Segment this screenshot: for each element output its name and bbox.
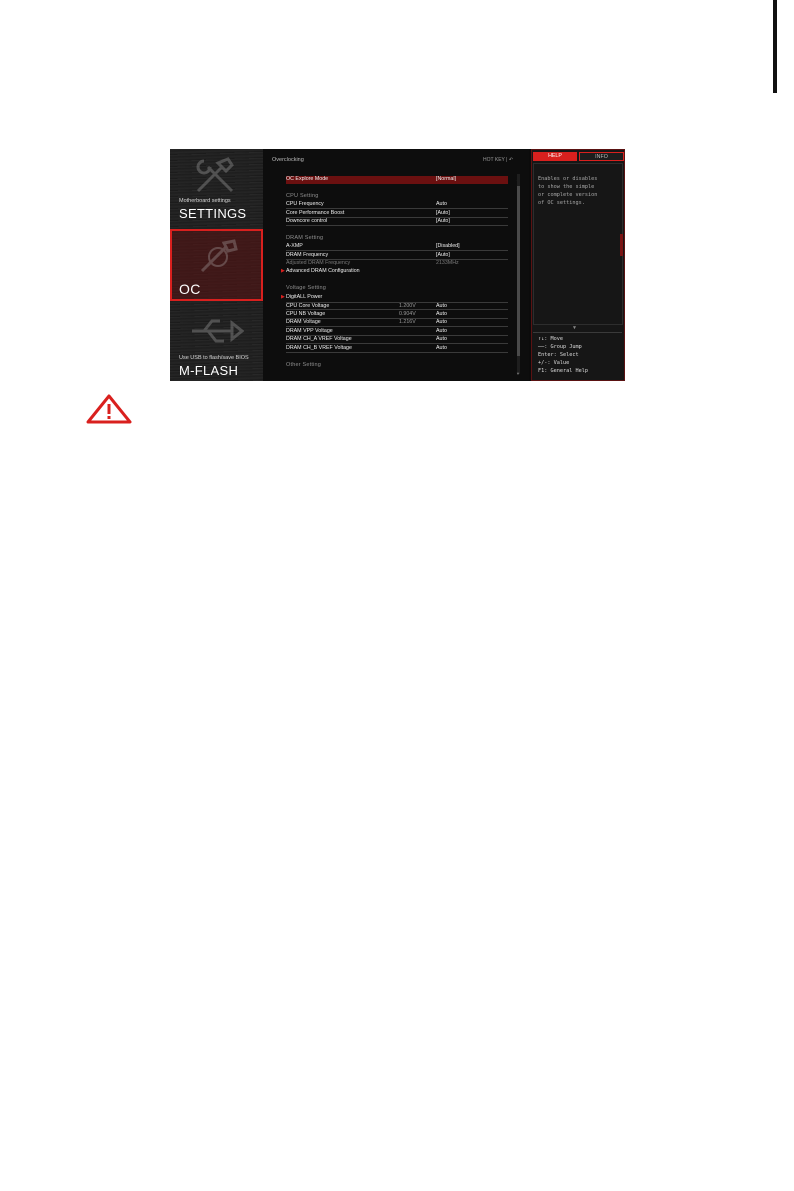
setting-value: 2133MHz — [436, 260, 459, 266]
setting-label: DRAM Frequency — [286, 252, 329, 258]
setting-label: Core Performance Boost — [286, 210, 345, 216]
setting-value: Auto — [436, 328, 447, 334]
help-tabs — [533, 152, 624, 161]
panel-edge-accent — [620, 234, 623, 256]
screwdriver-wrench-icon — [196, 237, 240, 277]
setting-row-oc-explore-mode[interactable] — [286, 176, 508, 184]
settings-tile[interactable] — [170, 149, 263, 227]
setting-value: Auto — [436, 319, 447, 325]
voltage-reading: 0.904V — [399, 311, 416, 317]
setting-value: Auto — [436, 303, 447, 309]
setting-label: Advanced DRAM Configuration — [286, 268, 360, 274]
oc-title: OC — [179, 281, 201, 297]
setting-value: [Disabled] — [436, 243, 460, 249]
setting-row-dram-ch-a-vref-voltage[interactable] — [286, 336, 508, 344]
voltage-reading: 1.216V — [399, 319, 416, 325]
setting-label: CPU NB Voltage — [286, 311, 326, 317]
setting-row-cpu-frequency[interactable] — [286, 201, 508, 209]
submenu-advanced-dram-configuration[interactable] — [281, 268, 508, 276]
scrollbar-thumb[interactable] — [517, 186, 520, 356]
hotkey-button[interactable]: HOT KEY | ↶ — [483, 157, 514, 163]
submenu-arrow-icon: ▶ — [281, 294, 285, 300]
setting-value: Auto — [436, 336, 447, 342]
tab-help[interactable]: HELP — [533, 152, 577, 161]
mflash-caption: Use USB to flash/save BIOS — [179, 355, 249, 361]
section-header-voltage: Voltage Setting — [286, 285, 327, 291]
chevron-down-icon: ▼ — [573, 325, 577, 331]
settings-caption: Motherboard settings — [179, 198, 231, 204]
key-hint-group-jump: ──: Group Jump — [538, 344, 582, 350]
key-hint-move: ↑↓: Move — [538, 336, 563, 342]
setting-row-dram-frequency[interactable] — [286, 252, 508, 260]
key-hint-value: +/-: Value — [538, 360, 570, 366]
setting-label: DRAM VPP Voltage — [286, 328, 333, 334]
usb-icon — [188, 313, 244, 349]
setting-value: Auto — [436, 201, 447, 207]
setting-value: [Auto] — [436, 252, 450, 258]
voltage-reading: 1.200V — [399, 303, 416, 309]
setting-label: Downcore control — [286, 218, 328, 224]
mflash-tile[interactable] — [170, 303, 263, 381]
setting-row-dram-voltage[interactable] — [286, 319, 508, 327]
submenu-arrow-icon: ▶ — [281, 268, 285, 274]
help-divider — [533, 332, 622, 333]
setting-row-cpu-nb-voltage[interactable] — [286, 311, 508, 319]
setting-value: [Normal] — [436, 176, 457, 182]
setting-row-a-xmp[interactable] — [286, 243, 508, 251]
setting-label: DRAM CH_B VREF Voltage — [286, 345, 352, 351]
page-title: Overclocking — [272, 157, 304, 163]
setting-row-adjusted-dram-frequency — [286, 260, 508, 268]
submenu-digitall-power[interactable] — [281, 294, 508, 302]
setting-value: [Auto] — [436, 210, 450, 216]
help-panel — [531, 149, 625, 381]
setting-row-cpu-core-voltage[interactable] — [286, 302, 508, 310]
key-hint-select: Enter: Select — [538, 352, 579, 358]
setting-value: Auto — [436, 345, 447, 351]
section-header-cpu: CPU Setting — [286, 193, 319, 199]
setting-row-core-performance-boost[interactable] — [286, 210, 508, 218]
scrollbar[interactable] — [517, 174, 520, 374]
left-nav-panel — [170, 149, 263, 381]
setting-label: A-XMP — [286, 243, 303, 249]
main-settings-panel — [263, 149, 529, 381]
setting-label: DigitALL Power — [286, 294, 323, 300]
settings-title: SETTINGS — [179, 206, 247, 221]
setting-label: CPU Core Voltage — [286, 303, 330, 309]
setting-row-dram-ch-b-vref-voltage[interactable] — [286, 345, 508, 353]
setting-row-downcore-control[interactable] — [286, 218, 508, 226]
bios-screenshot — [170, 149, 625, 381]
setting-label: Adjusted DRAM Frequency — [286, 260, 351, 266]
section-header-other: Other Setting — [286, 362, 322, 368]
mflash-title: M-FLASH — [179, 363, 239, 378]
tools-icon — [192, 155, 240, 195]
setting-row-dram-vpp-voltage[interactable] — [286, 328, 508, 336]
setting-label: DRAM Voltage — [286, 319, 321, 325]
setting-label: DRAM CH_A VREF Voltage — [286, 336, 352, 342]
tab-info[interactable]: INFO — [579, 152, 624, 161]
help-text: Enables or disables to show the simple or complete version of OC settings. — [538, 176, 598, 206]
setting-value: [Auto] — [436, 218, 450, 224]
page-edge-marker — [773, 0, 777, 93]
scroll-down-icon[interactable]: ▼ — [516, 371, 520, 376]
setting-label: CPU Frequency — [286, 201, 324, 207]
setting-label: OC Explore Mode — [286, 176, 329, 182]
setting-value: Auto — [436, 311, 447, 317]
warning-icon — [86, 394, 132, 424]
section-header-dram: DRAM Setting — [286, 235, 324, 241]
oc-tile[interactable] — [170, 229, 263, 301]
key-hint-general-help: F1: General Help — [538, 368, 588, 374]
